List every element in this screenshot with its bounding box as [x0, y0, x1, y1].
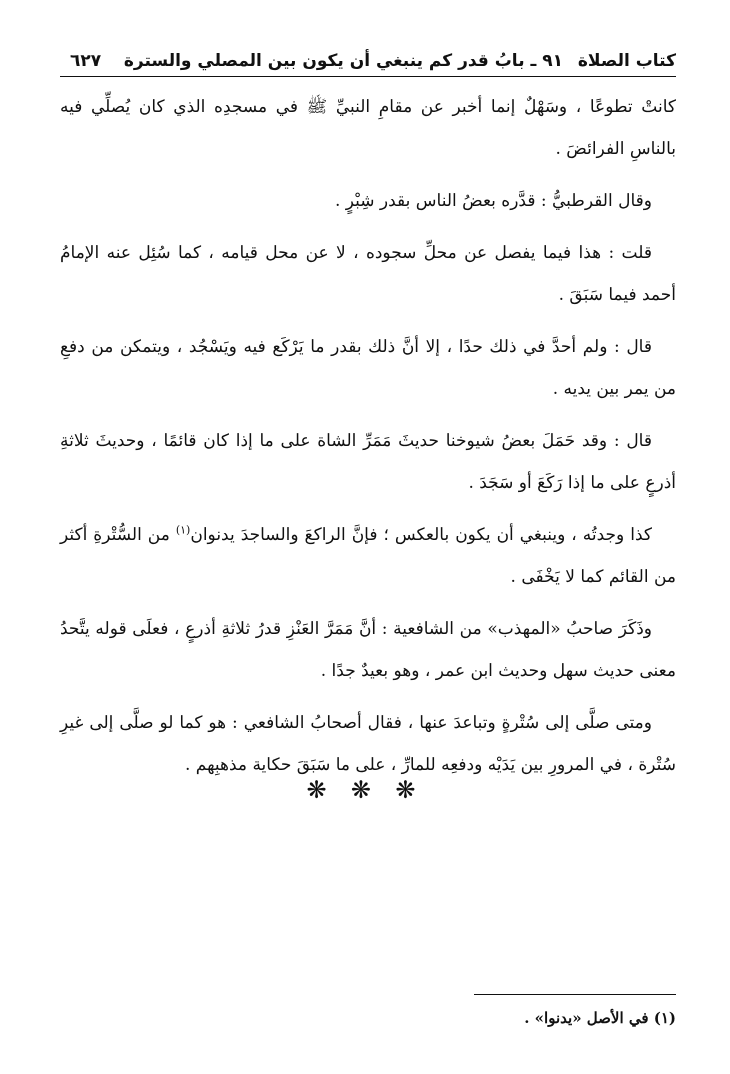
paragraph: قلت : هذا فيما يفصل عن محلِّ سجوده ، لا عن محل قيامه ، كما سُئِل عنه الإمامُ أحمد فيما سَبَقَ .	[60, 243, 676, 305]
main-text	[60, 86, 676, 796]
running-header	[60, 48, 676, 74]
paragraph: وذَكَرَ صاحبُ «المهذب» من الشافعية : أنَّ مَمَرَّ العَنْزِ قدرُ ثلاثةِ أذرعٍ ، فعلَى قوله يتَّحدُ معنى حديث سهل وحديث ابن عمر ، وهو بعيدٌ جدًا .	[60, 619, 676, 681]
paragraph: ومتى صلَّى إلى سُتْرةٍ وتباعدَ عنها ، فقال أصحابُ الشافعي : هو كما لو صلَّى إلى غيرِ سُتْرة ، في المرورِ بين يَدَيْه ودفعِه للمارِّ ، على ما سَبَقَ حكاية مذهبِهم .	[60, 713, 676, 775]
paragraph-with-footnote	[60, 514, 676, 598]
footnote: (١) في الأصل «يدنوا» .	[524, 1009, 676, 1027]
paragraph: كانتْ تطوعًا ، وسَهْلٌ إنما أخبر عن مقامِ النبيِّ ﷺ في مسجدِه الذي كان يُصلِّي فيه بالناسِ الفرائضَ .	[60, 97, 676, 159]
header-divider	[60, 76, 676, 77]
paragraph: وقال القرطبيُّ : قدَّره بعضُ الناس بقدر شِبْرٍ .	[334, 191, 652, 211]
paragraph: قال : ولم أحدَّ في ذلك حدًا ، إلا أنَّ ذلك بقدر ما يَرْكَع فيه ويَسْجُد ، ويتمكن من دفعِ من يمر بين يديه .	[60, 337, 676, 399]
footnote-reference[interactable]: (١)	[175, 523, 191, 537]
page-number: ٦٢٧	[70, 51, 102, 71]
footnote-divider	[474, 994, 676, 995]
paragraph: قال : وقد حَمَلَ بعضُ شيوخنا حديثَ مَمَرِّ الشاة على ما إذا كان قائمًا ، وحديثَ ثلاثةِ أذرعٍ على ما إذا رَكَعَ أو سَجَدَ .	[60, 431, 676, 493]
paragraph-text-part: من السُّتْرةِ أكثر من القائم كما لا يَخْفَى .	[60, 525, 676, 587]
book-title: كتاب الصلاة	[577, 51, 676, 71]
section-end-ornament: ❋ ❋ ❋	[306, 776, 424, 804]
paragraph-text-part: كذا وجدتُه ، وينبغي أن يكون بالعكس ؛ فإنَّ الراكعَ والساجدَ يدنوان	[190, 525, 652, 545]
chapter-title: ٩١ ـ بابُ قدر كم ينبغي أن يكون بين المصلي والسترة	[123, 51, 563, 71]
